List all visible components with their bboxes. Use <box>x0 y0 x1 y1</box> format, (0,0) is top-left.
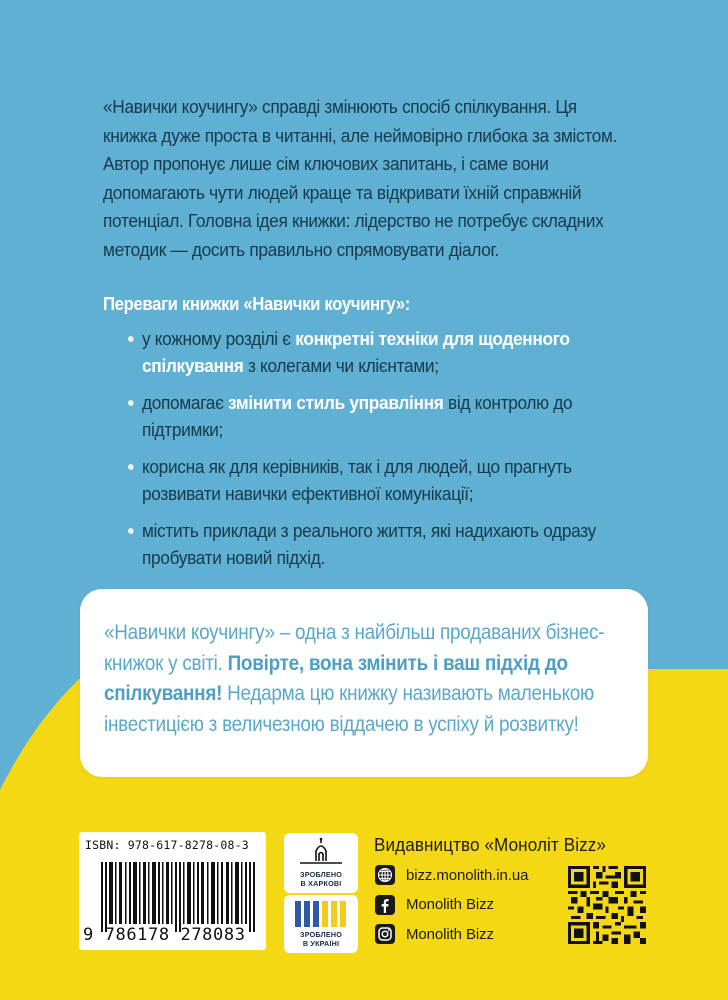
contact-website[interactable] <box>375 864 528 886</box>
quote-emphasis: Повірте, вона змінить і ваш підхід до спілкування! <box>104 650 568 705</box>
contact-instagram[interactable] <box>375 923 528 945</box>
benefit-highlight: конкретні техніки для щоденного спілкування <box>141 328 570 376</box>
intro-paragraph: «Навички коучингу» справді змінюють спосіб спілкування. Ця книжка дуже проста в читанні, але неймовірно глибока за змістом. Автор пропонує лише сім ключових запитань, і саме вони допомагають чути людей краще та відкривати їхній справжній потенціал. Головна ідея книжки: лідерство не потребує складних методик — досить правильно спрямовувати діалог. <box>103 96 618 260</box>
bullet-icon <box>128 528 134 534</box>
barcode-icon <box>101 862 261 932</box>
instagram-icon <box>375 924 395 944</box>
bullet-icon <box>128 464 134 470</box>
building-icon <box>296 837 346 867</box>
contact-facebook[interactable] <box>375 894 528 916</box>
publisher-name: Видавництво «Моноліт Bizz» <box>374 835 606 855</box>
benefit-item: у кожному розділі є конкретні техніки для щоденного спілкування з колегами чи клієнтами; <box>128 325 649 379</box>
benefit-item: допомагає змінити стиль управління від контролю до підтримки; <box>128 389 649 443</box>
flag-stripes-icon <box>293 901 349 927</box>
bullet-icon <box>128 400 134 406</box>
quote-text: «Навички коучингу» – одна з найбільш продаваних бізнес-книжок у світі. Повірте, вона змінить і ваш підхід до спілкування! Недарма цю книжку називають маленькою інвестицією з величезною віддачею в успіху й розвитку! <box>104 620 605 736</box>
benefit-item: містить приклади з реального життя, які надихають одразу пробувати новий підхід. <box>128 517 649 571</box>
made-in-kharkiv-badge: ЗРОБЛЕНО В ХАРКОВІ <box>284 833 358 893</box>
isbn-barcode-box <box>79 832 266 950</box>
facebook-icon <box>375 895 395 915</box>
publisher-contacts <box>375 864 528 953</box>
benefit-highlight: змінити стиль управління <box>228 392 444 413</box>
bullet-icon <box>128 336 134 342</box>
made-in-ukraine-badge: ЗРОБЛЕНО В УКРАЇНІ <box>284 895 358 953</box>
globe-icon <box>375 865 395 885</box>
instagram-link[interactable]: Monolith Bizz <box>406 925 494 943</box>
benefit-item: корисна як для керівників, так і для людей, що прагнуть розвивати навички ефективної комунікації; <box>128 453 649 507</box>
benefits-heading: Переваги книжки «Навички коучингу»: <box>103 293 410 314</box>
website-link[interactable]: bizz.monolith.in.ua <box>406 866 529 884</box>
isbn-digits: 9 786178 278083 <box>83 925 246 945</box>
isbn-label: ISBN: 978-617-8278-08-3 <box>85 838 249 852</box>
facebook-link[interactable]: Monolith Bizz <box>406 896 494 913</box>
quote-card <box>80 589 648 777</box>
qr-code-icon[interactable] <box>568 866 646 944</box>
benefits-list <box>128 325 649 581</box>
